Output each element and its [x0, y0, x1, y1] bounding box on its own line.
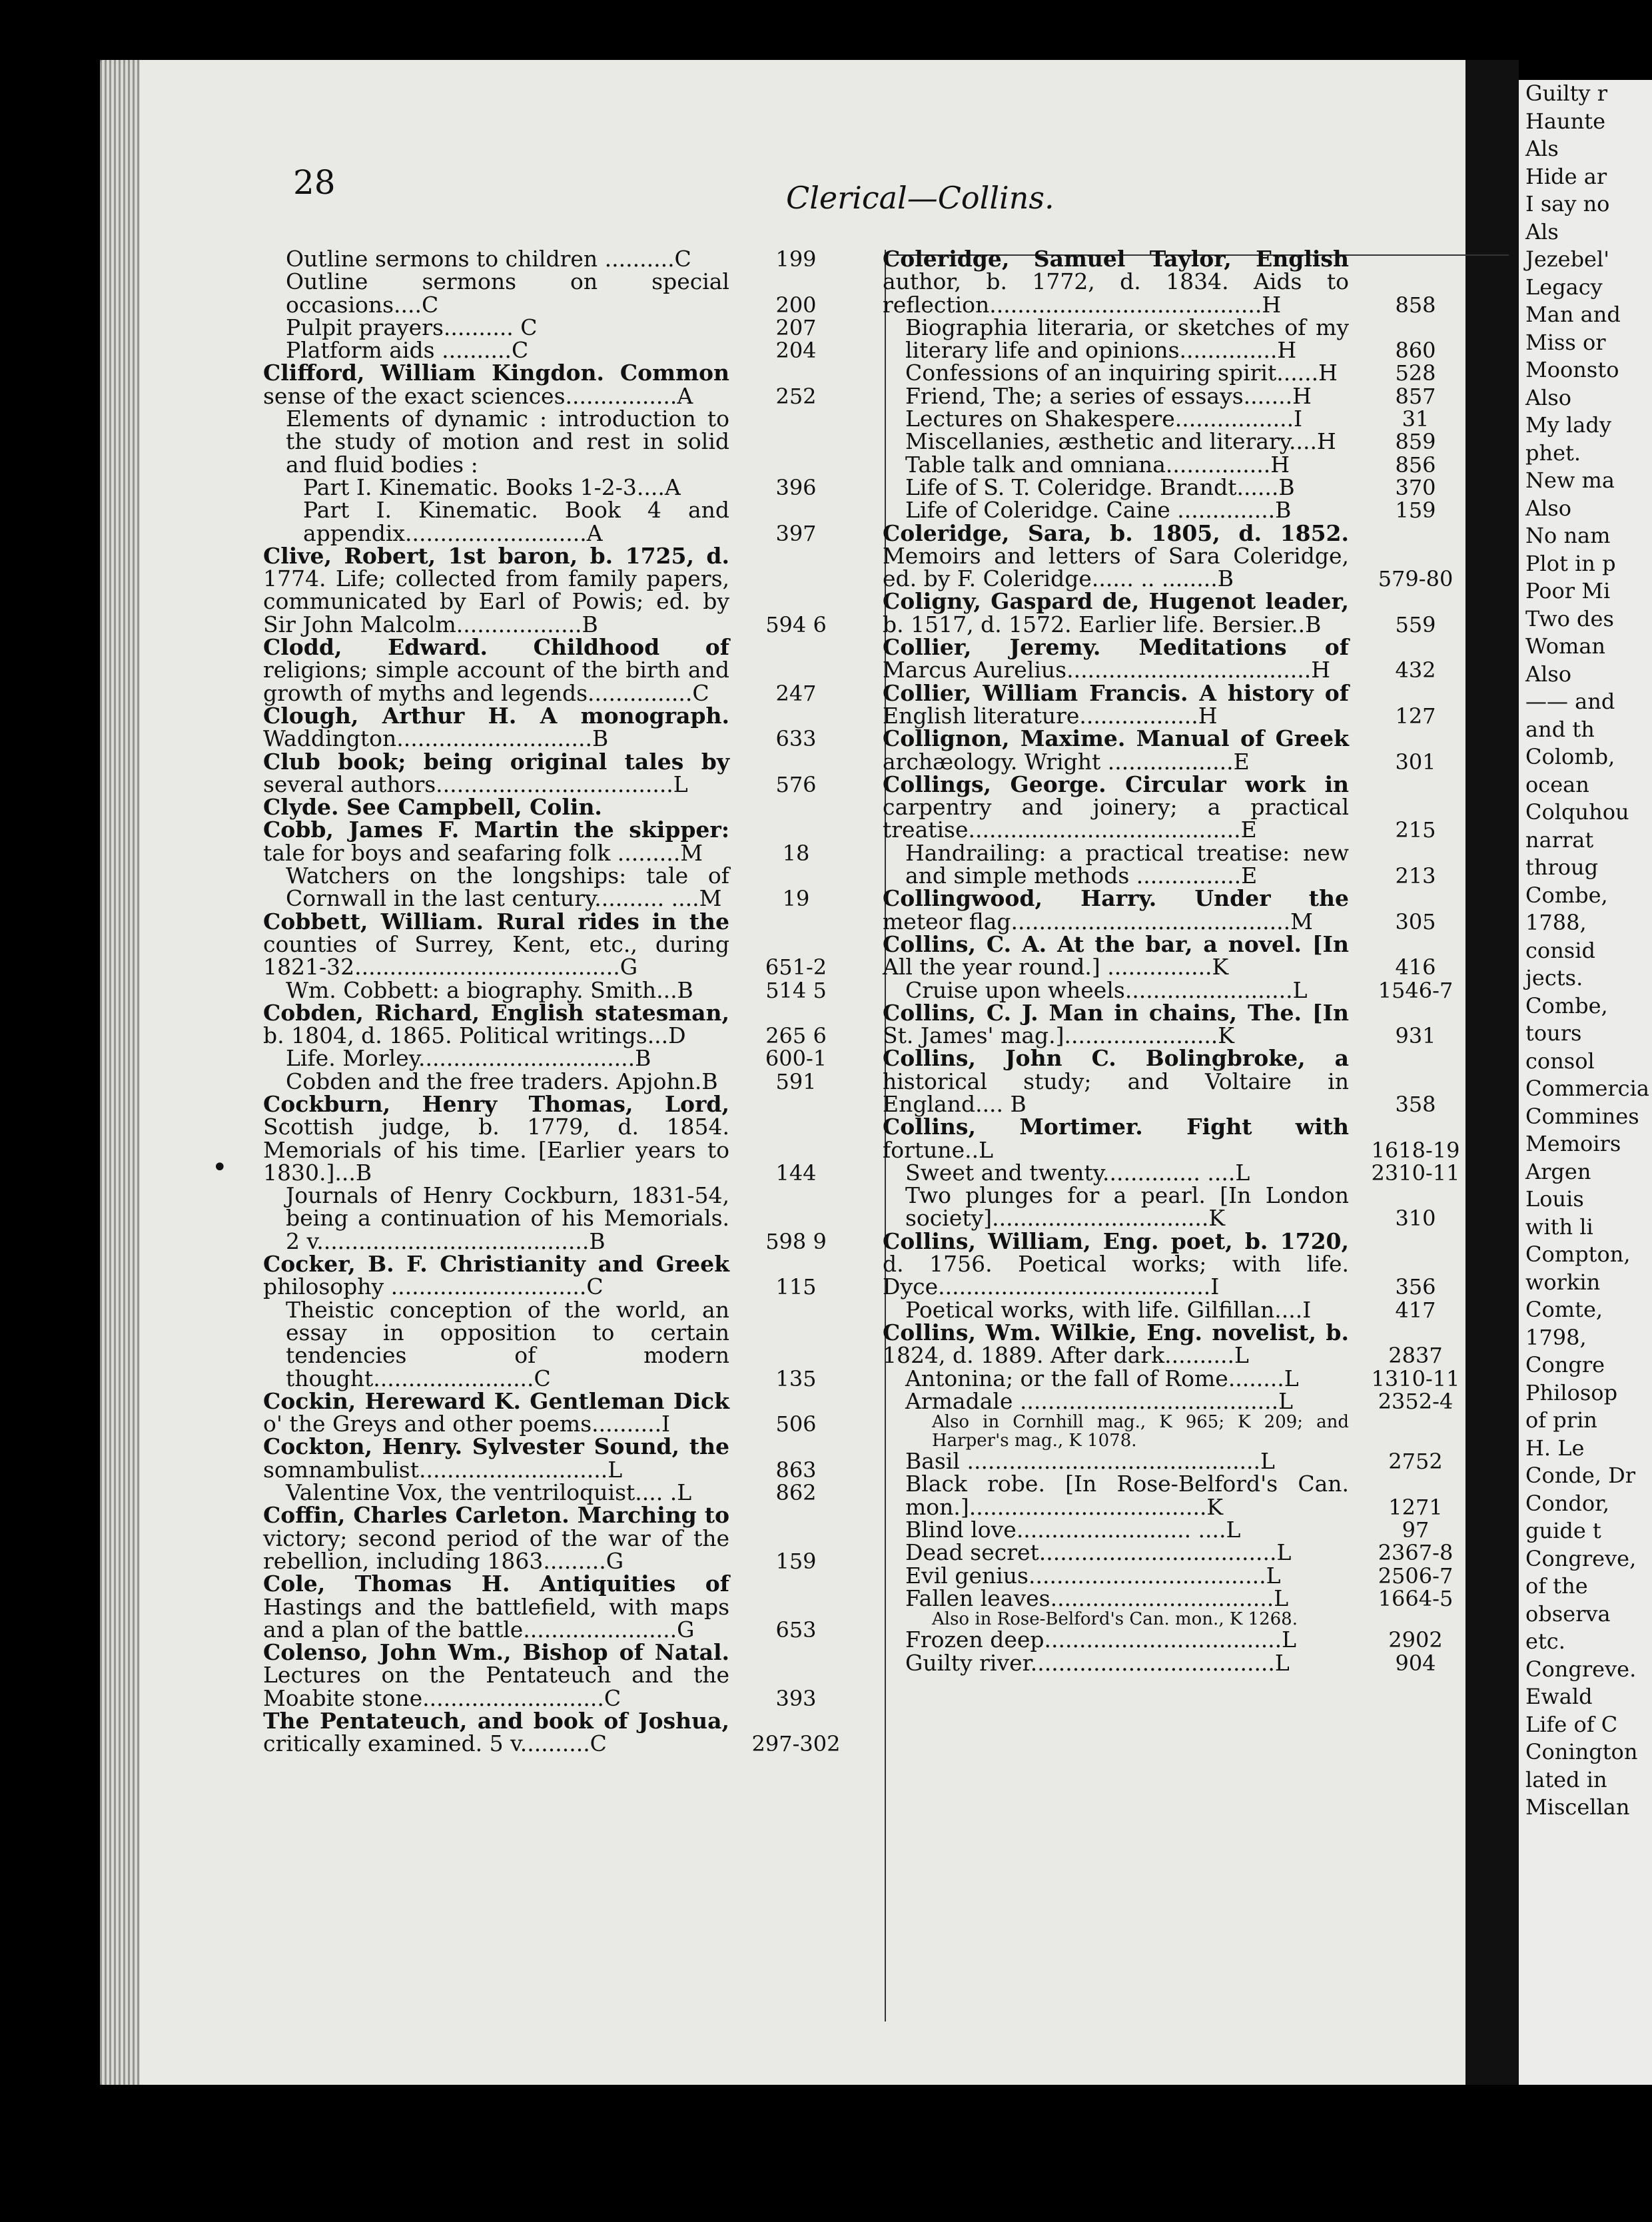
- entry-number: 1271: [1388, 1494, 1443, 1520]
- margin-mark: •: [212, 1152, 228, 1183]
- next-page-line: 1788,: [1525, 910, 1587, 935]
- next-page-line: Commines: [1525, 1103, 1639, 1129]
- left-column-entry: [263, 636, 863, 705]
- next-page-line: —— and: [1525, 689, 1615, 714]
- entry-text: Coligny, Gaspard de, Hugenot leader, b. 1517, d. 1572. Earlier life. Bersier..B: [883, 588, 1349, 637]
- next-page-line: Ewald: [1525, 1684, 1593, 1709]
- right-column-entry: [883, 839, 1482, 889]
- entry-text: Table talk and omniana...............H: [905, 451, 1290, 478]
- entry-number: 594 6: [765, 611, 827, 637]
- right-column-entry: [883, 1387, 1482, 1451]
- entry-number: 1664-5: [1378, 1585, 1453, 1611]
- entry-number: 579-80: [1378, 566, 1453, 592]
- entry-text: Miscellanies, æsthetic and literary....H: [905, 428, 1336, 455]
- entry-text: Watchers on the longships: tale of Cornwall in the last century.......... ....M: [286, 863, 729, 912]
- left-column-entry: [263, 339, 863, 362]
- left-column-entry: [263, 248, 863, 270]
- next-page-line: Plot in p: [1525, 550, 1616, 576]
- entry-text: Collier, Jeremy. Meditations of Marcus Aurelius...................................H: [883, 634, 1349, 683]
- next-page-line: Miss or: [1525, 329, 1606, 355]
- entry-number: 356: [1395, 1274, 1436, 1300]
- right-column-entry: [883, 999, 1482, 1049]
- next-page-line: Combe,: [1525, 992, 1608, 1018]
- right-column-entry: [883, 590, 1482, 636]
- entry-text: Collins, William, Eng. poet, b. 1720, d. 1756. Poetical works; with life. Dyce.......................................I: [883, 1228, 1349, 1300]
- next-page-line: Colomb,: [1525, 744, 1615, 769]
- next-page-line: Colquhou: [1525, 799, 1629, 825]
- right-column-entry: [883, 476, 1482, 499]
- next-page-line: of the: [1525, 1573, 1588, 1599]
- next-page-line: Also: [1525, 661, 1572, 687]
- entry-number: 417: [1395, 1297, 1436, 1323]
- entry-number: 2506-7: [1378, 1563, 1453, 1589]
- left-column-entry: [263, 702, 863, 752]
- left-column-entry: [263, 499, 863, 545]
- entry-text: Poetical works, with life. Gilfillan....I: [905, 1296, 1312, 1323]
- entry-number: 265 6: [765, 1023, 827, 1049]
- right-column-entry: [883, 930, 1482, 980]
- entry-number: 2310-11: [1371, 1160, 1460, 1186]
- next-page-line: Compton,: [1525, 1242, 1631, 1267]
- entry-number: 576: [775, 771, 817, 797]
- next-page-line: consol: [1525, 1048, 1595, 1074]
- entry-note: Also in Rose-Belford's Can. mon., K 1268.: [932, 1609, 1298, 1630]
- right-column-entry: [883, 1473, 1482, 1519]
- entry-number: 199: [775, 246, 817, 272]
- entry-number: 204: [775, 338, 817, 364]
- entry-number: 370: [1395, 474, 1436, 500]
- next-page-line: and th: [1525, 716, 1595, 742]
- next-page-line: Miscellan: [1525, 1794, 1630, 1820]
- next-page-line: tours: [1525, 1020, 1582, 1046]
- entry-number: 931: [1395, 1023, 1436, 1049]
- left-column-entry: [263, 1710, 863, 1756]
- entry-text: Coffin, Charles Carleton. Marching to victory; second period of the war of the rebellion, including 1863.........G: [263, 1502, 729, 1574]
- entry-text: Collins, C. J. Man in chains, The. [In St. James' mag.]......................K: [883, 999, 1349, 1049]
- left-column-entry: [263, 362, 863, 408]
- next-page-line: Legacy: [1525, 274, 1603, 300]
- entry-text: Armadale .....................................L: [905, 1387, 1293, 1414]
- next-page-line: etc.: [1525, 1629, 1565, 1654]
- next-page-line: jects.: [1525, 965, 1583, 990]
- left-column-entry: [263, 976, 863, 1003]
- right-column-entry: [883, 362, 1482, 384]
- right-column-entry: [883, 636, 1482, 682]
- next-page-line: New ma: [1525, 468, 1615, 493]
- entry-text: Theistic conception of the world, an essay in opposition to certain tendencies of modern thought.......................C: [286, 1296, 729, 1391]
- entry-number: 247: [775, 680, 817, 706]
- next-page-line: guide t: [1525, 1518, 1601, 1543]
- right-column: [883, 248, 1482, 1674]
- left-column-entry: [263, 796, 863, 819]
- entry-number: 1618-19: [1371, 1137, 1460, 1163]
- left-column-entry: [263, 1504, 863, 1573]
- left-column-entry: [263, 819, 863, 865]
- right-column-entry: [883, 1562, 1482, 1589]
- entry-number: 591: [775, 1068, 817, 1094]
- left-column-entry: [263, 1090, 863, 1186]
- entry-text: Elements of dynamic : introduction to the study of motion and rest in solid and fluid bodies :: [286, 406, 729, 478]
- entry-number: 305: [1395, 909, 1436, 934]
- entry-number: 297-302: [751, 1731, 841, 1757]
- next-page-line: workin: [1525, 1269, 1601, 1295]
- entry-text: Clive, Robert, 1st baron, b. 1725, d. 1774. Life; collected from family papers, communicated by Earl of Powis; ed. by Sir John Malcolm..................B: [263, 542, 729, 637]
- right-column-entry: [883, 451, 1482, 478]
- entry-number: 18: [782, 840, 810, 866]
- next-page-line: Jezebel': [1525, 246, 1610, 272]
- entry-text: Antonina; or the fall of Rome........L: [905, 1365, 1299, 1391]
- right-column-entry: [883, 1629, 1482, 1651]
- next-page-line: Conde, Dr: [1525, 1463, 1636, 1488]
- entry-text: Blind love......................... ....L: [905, 1517, 1241, 1543]
- right-column-entry: [883, 1116, 1482, 1162]
- left-column: [263, 248, 863, 1756]
- right-column-entry: [883, 499, 1482, 522]
- entry-number: 31: [1402, 406, 1430, 432]
- page-edges: [100, 60, 140, 2085]
- entry-number: 144: [775, 1160, 817, 1186]
- right-column-entry: [883, 1519, 1482, 1541]
- entry-number: 2752: [1388, 1449, 1443, 1475]
- next-page-line: Louis: [1525, 1186, 1584, 1212]
- entry-number: 396: [775, 474, 817, 500]
- entry-number: 97: [1402, 1517, 1430, 1543]
- entry-text: Cockburn, Henry Thomas, Lord, Scottish judge, b. 1779, d. 1854. Memorials of his time. [Earlier years to 1830.]...B: [263, 1090, 729, 1186]
- next-page-line: Hide ar: [1525, 163, 1607, 189]
- entry-number: 856: [1395, 452, 1436, 478]
- entry-number: 2367-8: [1378, 1540, 1453, 1566]
- entry-number: 416: [1395, 954, 1436, 980]
- left-column-entry: [263, 1481, 863, 1504]
- next-page-line: Also: [1525, 495, 1572, 521]
- entry-text: Cobden and the free traders. Apjohn.B: [286, 1068, 718, 1094]
- left-column-entry: [263, 1070, 863, 1093]
- entry-text: Club book; being original tales by several authors..................................L: [263, 748, 729, 797]
- entry-text: Two plunges for a pearl. [In London society]...............................K: [905, 1182, 1349, 1232]
- right-column-entry: [883, 248, 1482, 316]
- next-page-line: Woman: [1525, 633, 1606, 659]
- entry-text: Collignon, Maxime. Manual of Greek archæology. Wright ..................E: [883, 725, 1349, 775]
- right-column-entry: [883, 1184, 1482, 1230]
- right-column-entry: [883, 1541, 1482, 1564]
- right-column-entry: [883, 430, 1482, 453]
- left-column-entry: [263, 1641, 863, 1710]
- next-page-line: Haunte: [1525, 108, 1605, 134]
- entry-number: 1310-11: [1371, 1365, 1460, 1391]
- entry-text: Journals of Henry Cockburn, 1831-54, being a continuation of his Memorials. 2 v.......................................B: [286, 1182, 729, 1254]
- entry-text: Dead secret..................................L: [905, 1539, 1292, 1566]
- entry-number: 397: [775, 520, 817, 546]
- entry-number: 651-2: [765, 954, 827, 980]
- entry-number: 653: [775, 1617, 817, 1643]
- entry-text: Life of Coleridge. Caine ..............B: [905, 497, 1292, 524]
- entry-number: 858: [1395, 292, 1436, 318]
- right-column-entry: [883, 1649, 1482, 1676]
- entry-text: Collins, Wm. Wilkie, Eng. novelist, b. 1824, d. 1889. After dark..........L: [883, 1319, 1349, 1369]
- entry-text: Clough, Arthur H. A monograph. Waddington............................B: [263, 702, 729, 752]
- right-column-entry: [883, 727, 1482, 773]
- next-page-line: Life of C: [1525, 1711, 1618, 1737]
- next-page-line: My lady: [1525, 412, 1611, 438]
- next-page-line: ocean: [1525, 771, 1589, 797]
- entry-text: Collings, George. Circular work in carpentry and joinery; a practical treatise.......................................E: [883, 771, 1349, 843]
- entry-number: 159: [775, 1548, 817, 1574]
- entry-text: Colenso, John Wm., Bishop of Natal. Lectures on the Pentateuch and the Moabite stone..........................C: [263, 1639, 729, 1711]
- entry-text: Guilty river...................................L: [905, 1649, 1290, 1676]
- left-column-entry: [263, 1296, 863, 1391]
- right-column-entry: [883, 382, 1482, 409]
- next-page-line: phet.: [1525, 440, 1581, 466]
- entry-number: 904: [1395, 1650, 1436, 1676]
- entry-text: Sweet and twenty.............. ....L: [905, 1159, 1250, 1186]
- entry-number: 506: [775, 1411, 817, 1437]
- left-column-entry: [263, 1253, 863, 1299]
- right-column-entry: [883, 1450, 1482, 1473]
- left-column-entry: [263, 999, 863, 1049]
- left-column-entry: [263, 908, 863, 980]
- entry-number: 127: [1395, 703, 1436, 729]
- right-column-entry: [883, 1047, 1482, 1116]
- entry-number: 528: [1395, 360, 1436, 386]
- right-column-entry: [883, 773, 1482, 842]
- entry-number: 19: [782, 886, 810, 912]
- next-page-line: observa: [1525, 1601, 1611, 1627]
- entry-number: 2902: [1388, 1627, 1443, 1653]
- entry-number: 310: [1395, 1206, 1436, 1232]
- next-page-line: throug: [1525, 855, 1599, 880]
- entry-number: 598 9: [765, 1228, 827, 1254]
- entry-text: Friend, The; a series of essays.......H: [905, 382, 1312, 409]
- entry-text: Clyde. See Campbell, Colin.: [263, 794, 602, 821]
- entry-number: 600-1: [765, 1046, 827, 1072]
- entry-text: Part I. Kinematic. Book 4 and appendix..........................A: [303, 497, 729, 546]
- next-page-line: Congreve,: [1525, 1545, 1637, 1571]
- entry-number: 862: [775, 1480, 817, 1506]
- left-column-entry: [263, 476, 863, 499]
- next-page-line: Comte,: [1525, 1297, 1603, 1322]
- next-page-fragment: [1519, 80, 1652, 2085]
- next-page-line: Philosop: [1525, 1379, 1618, 1405]
- entry-text: Valentine Vox, the ventriloquist.... .L: [286, 1479, 692, 1506]
- next-page-line: Als: [1525, 218, 1559, 244]
- entry-number: 559: [1395, 611, 1436, 637]
- entry-number: 857: [1395, 383, 1436, 409]
- right-column-entry: [883, 976, 1482, 1003]
- next-page-line: Memoirs: [1525, 1131, 1621, 1156]
- next-page-line: consid: [1525, 937, 1595, 963]
- left-column-entry: [263, 1435, 863, 1481]
- right-column-entry: [883, 679, 1482, 729]
- next-page-line: Congreve.: [1525, 1656, 1637, 1682]
- next-page-line: lated in: [1525, 1766, 1607, 1792]
- entry-text: Clodd, Edward. Childhood of religions; simple account of the birth and growth of myths and legends...............C: [263, 634, 729, 706]
- left-column-entry: [263, 1047, 863, 1070]
- entry-number: 159: [1395, 498, 1436, 524]
- next-page-line: Moonsto: [1525, 357, 1619, 382]
- entry-number: 860: [1395, 338, 1436, 364]
- entry-text: Collins, C. A. At the bar, a novel. [In All the year round.] ...............K: [883, 930, 1349, 980]
- next-page-line: Combe,: [1525, 882, 1608, 908]
- entry-text: Collins, Mortimer. Fight with fortune..L: [883, 1114, 1349, 1163]
- entry-text: Cole, Thomas H. Antiquities of Hastings and the battlefield, with maps and a plan of the battle......................G: [263, 1571, 729, 1643]
- entry-number: 863: [775, 1457, 817, 1483]
- next-page-line: with li: [1525, 1214, 1593, 1240]
- entry-text: Wm. Cobbett: a biography. Smith...B: [286, 976, 693, 1003]
- entry-text: Life. Morley...............................B: [286, 1045, 651, 1072]
- right-column-entry: [883, 887, 1482, 933]
- entry-number: 633: [775, 726, 817, 752]
- next-page-line: Also: [1525, 384, 1572, 410]
- next-page-line: Guilty r: [1525, 81, 1608, 106]
- entry-text: Coleridge, Samuel Taylor, English author, b. 1772, d. 1834. Aids to reflection.......................................H: [883, 246, 1349, 318]
- entry-text: Cruise upon wheels........................L: [905, 976, 1308, 1003]
- next-page-line: No nam: [1525, 523, 1611, 548]
- entry-number: 215: [1395, 817, 1436, 843]
- entry-number: 207: [775, 314, 817, 340]
- next-page-line: narrat: [1525, 827, 1594, 853]
- entry-text: Lectures on Shakespere.................I: [905, 406, 1303, 432]
- entry-text: Cobbett, William. Rural rides in the counties of Surrey, Kent, etc., during 1821-32......................................G: [263, 908, 729, 980]
- entry-text: Collier, William Francis. A history of English literature.................H: [883, 679, 1349, 729]
- next-page-line: of prin: [1525, 1407, 1597, 1433]
- entry-number: 2352-4: [1378, 1388, 1453, 1414]
- entry-text: The Pentateuch, and book of Joshua, critically examined. 5 v..........C: [263, 1708, 729, 1757]
- entry-text: Cockin, Hereward K. Gentleman Dick o' the Greys and other poems..........I: [263, 1387, 729, 1437]
- next-page-line: Conington: [1525, 1739, 1638, 1764]
- entry-text: Handrailing: a practical treatise: new and simple methods ...............E: [905, 839, 1349, 889]
- page-number: 28: [293, 163, 336, 202]
- next-page-line: H. Le: [1525, 1435, 1585, 1461]
- entry-text: Coleridge, Sara, b. 1805, d. 1852. Memoirs and letters of Sara Coleridge, ed. by F. Coleridge...... .. ........B: [883, 520, 1349, 592]
- entry-text: Cockton, Henry. Sylvester Sound, the somnambulist...........................L: [263, 1433, 729, 1483]
- next-page-line: Congre: [1525, 1352, 1605, 1377]
- left-column-entry: [263, 1387, 863, 1437]
- entry-number: 135: [775, 1365, 817, 1391]
- entry-number: 252: [775, 383, 817, 409]
- entry-text: Cocker, B. F. Christianity and Greek philosophy ............................C: [263, 1251, 729, 1300]
- entry-text: Cobden, Richard, English statesman, b. 1804, d. 1865. Political writings...D: [263, 999, 729, 1049]
- entry-text: Life of S. T. Coleridge. Brandt......B: [905, 474, 1295, 500]
- entry-text: Evil genius..................................L: [905, 1562, 1281, 1589]
- entry-number: 200: [775, 292, 817, 318]
- entry-number: 1546-7: [1378, 977, 1453, 1003]
- next-page-line: 1798,: [1525, 1324, 1587, 1350]
- entry-text: Frozen deep..................................L: [905, 1627, 1297, 1653]
- entry-text: Basil ..........................................L: [905, 1448, 1275, 1475]
- right-column-entry: [883, 1230, 1482, 1299]
- right-column-entry: [883, 408, 1482, 430]
- entry-number: 358: [1395, 1091, 1436, 1117]
- left-column-entry: [263, 865, 863, 911]
- entry-text: Outline sermons on special occasions....C: [286, 268, 729, 318]
- left-column-entry: [263, 408, 863, 476]
- entry-number: 393: [775, 1685, 817, 1711]
- next-page-line: Poor Mi: [1525, 578, 1611, 603]
- right-column-entry: [883, 522, 1482, 591]
- right-column-entry: [883, 1296, 1482, 1323]
- left-column-entry: [263, 1184, 863, 1253]
- right-column-entry: [883, 1321, 1482, 1367]
- entry-text: Biographia literaria, or sketches of my literary life and opinions..............H: [905, 314, 1349, 364]
- entry-text: Platform aids ..........C: [286, 337, 529, 364]
- left-column-entry: [263, 748, 863, 797]
- next-page-line: Two des: [1525, 605, 1614, 631]
- entry-text: Clifford, William Kingdon. Common sense of the exact sciences................A: [263, 360, 729, 409]
- entry-text: Fallen leaves................................L: [905, 1585, 1289, 1611]
- left-column-entry: [263, 542, 863, 637]
- right-column-entry: [883, 1587, 1482, 1629]
- entry-text: Pulpit prayers.......... C: [286, 314, 538, 340]
- entry-text: Cobb, James F. Martin the skipper: tale for boys and seafaring folk .........M: [263, 817, 729, 866]
- entry-note: Also in Cornhill mag., K 965; K 209; and Harper's mag., K 1078.: [932, 1412, 1349, 1451]
- right-column-entry: [883, 1159, 1482, 1186]
- running-head: Clerical—Collins.: [786, 180, 1054, 216]
- next-page-line: Man and: [1525, 302, 1621, 327]
- entry-number: 2837: [1388, 1343, 1443, 1369]
- left-column-entry: [263, 1573, 863, 1641]
- entry-number: 301: [1395, 749, 1436, 775]
- entry-text: Outline sermons to children ..........C: [286, 246, 691, 272]
- next-page-line: Condor,: [1525, 1490, 1610, 1516]
- left-column-entry: [263, 316, 863, 339]
- entry-number: 514 5: [765, 977, 827, 1003]
- entry-text: Black robe. [In Rose-Belford's Can. mon.]..................................K: [905, 1471, 1349, 1520]
- next-page-line: I say no: [1525, 191, 1610, 216]
- right-column-entry: [883, 316, 1482, 362]
- entry-text: Collingwood, Harry. Under the meteor flag........................................M: [883, 885, 1349, 934]
- next-page-line: Als: [1525, 136, 1559, 161]
- entry-number: 115: [775, 1274, 817, 1300]
- right-column-entry: [883, 1367, 1482, 1390]
- entry-text: Collins, John C. Bolingbroke, a historical study; and Voltaire in England.... B: [883, 1045, 1349, 1117]
- next-page-line: Commercia: [1525, 1076, 1649, 1101]
- entry-text: Confessions of an inquiring spirit......H: [905, 360, 1338, 386]
- left-column-entry: [263, 270, 863, 316]
- entry-number: 213: [1395, 863, 1436, 889]
- entry-text: Part I. Kinematic. Books 1-2-3....A: [303, 474, 681, 500]
- entry-number: 432: [1395, 657, 1436, 683]
- next-page-line: Argen: [1525, 1158, 1591, 1184]
- entry-number: 859: [1395, 429, 1436, 455]
